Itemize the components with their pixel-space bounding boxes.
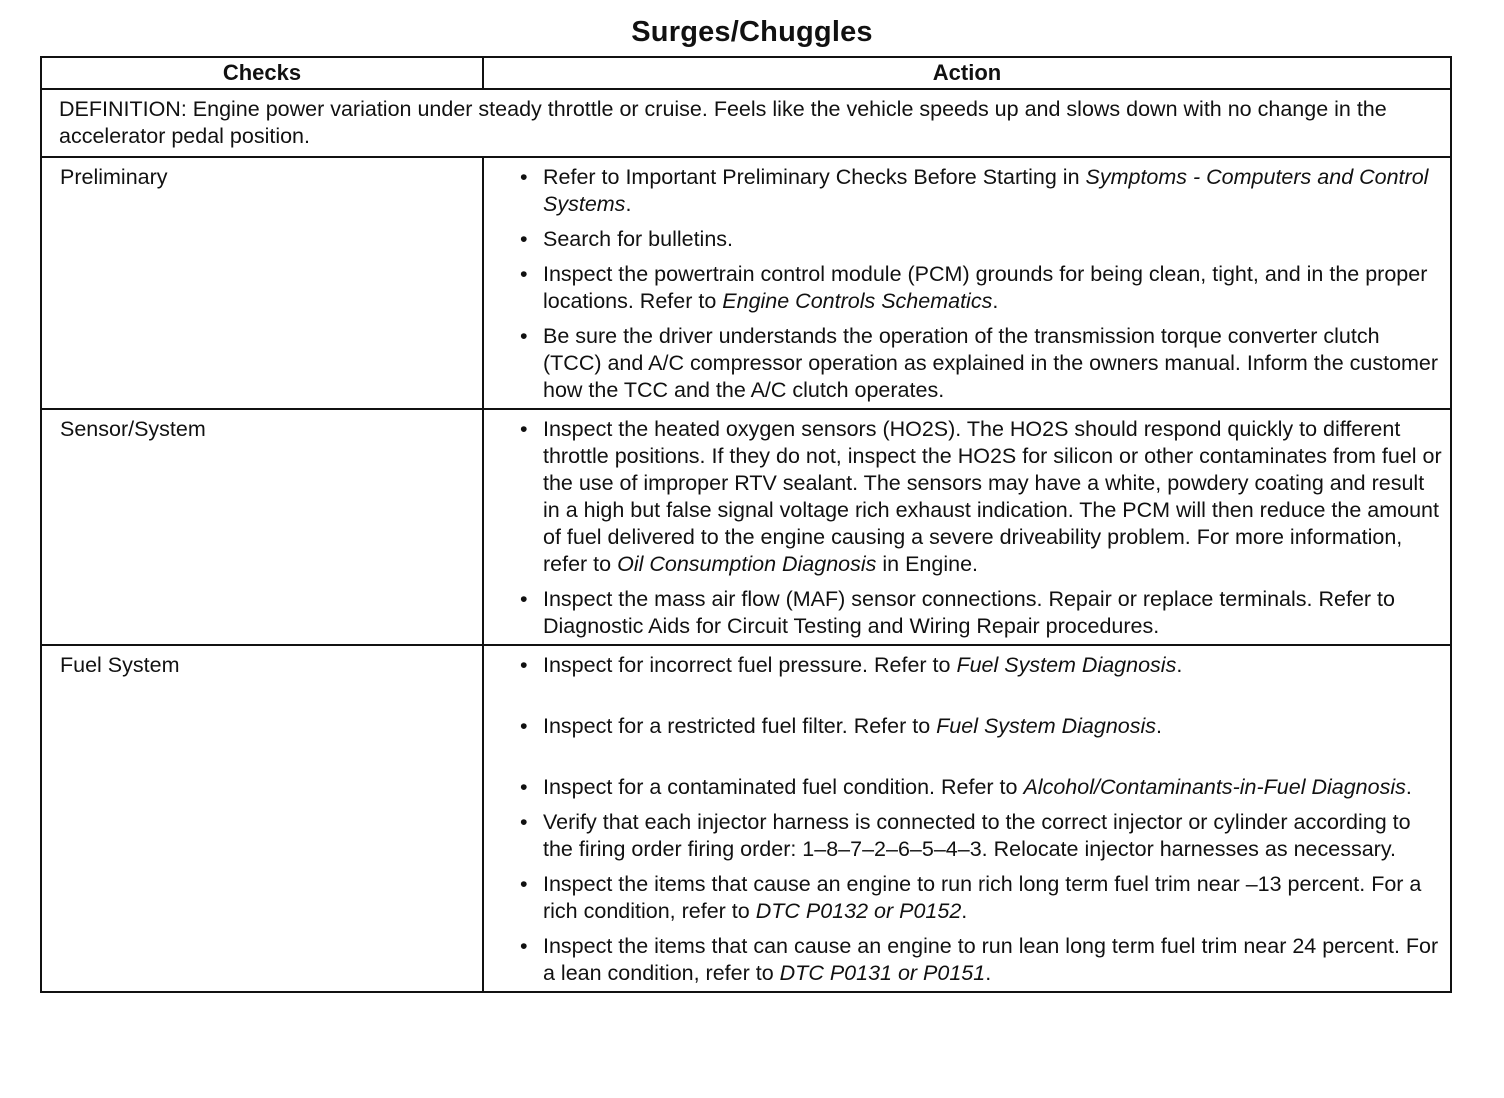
bullet-icon: • — [520, 714, 528, 738]
action-item: • Inspect the mass air flow (MAF) sensor connections. Repair or replace terminals. Refer to Diagnostic Aids for Circuit Testing and Wiring Repair procedures. — [520, 587, 1395, 638]
action-column-header: Action — [483, 57, 1451, 89]
action-cell — [483, 157, 1451, 409]
action-item: • Inspect the items that can cause an engine to run lean long term fuel trim near 24 percent. For a lean condition, refer to DTC P0131 or P0151. — [520, 934, 1439, 985]
bullet-icon: • — [520, 324, 528, 348]
check-label: Sensor/System — [41, 409, 483, 645]
reference-link-text: Engine Controls Schematics — [722, 289, 993, 313]
bullet-icon: • — [520, 262, 528, 286]
action-cell — [483, 409, 1451, 645]
diagnostic-table — [40, 56, 1452, 993]
bullet-icon: • — [520, 417, 528, 441]
bullet-icon: • — [520, 934, 528, 958]
action-item: • Inspect for a contaminated fuel condition. Refer to Alcohol/Contaminants-in-Fuel Diagnosis. — [520, 775, 1412, 799]
bullet-icon: • — [520, 653, 528, 677]
reference-link-text: Oil Consumption Diagnosis — [617, 552, 877, 576]
bullet-icon: • — [520, 165, 528, 189]
checks-column-header: Checks — [41, 57, 483, 89]
reference-link-text: DTC P0132 or P0152 — [755, 899, 962, 923]
reference-link-text: Symptoms - Computers and Control Systems — [543, 165, 1429, 216]
action-item: • Inspect the powertrain control module (PCM) grounds for being clean, tight, and in the proper locations. Refer to Engine Controls Schematics. — [520, 262, 1428, 313]
table-row — [41, 645, 1451, 992]
check-label: Preliminary — [41, 157, 483, 409]
page-title: Surges/Chuggles — [631, 16, 873, 48]
action-item: • Inspect for incorrect fuel pressure. Refer to Fuel System Diagnosis. — [520, 653, 1183, 677]
table-header-row — [41, 57, 1451, 89]
bullet-icon: • — [520, 227, 528, 251]
action-list — [484, 652, 1442, 987]
reference-link-text: DTC P0131 or P0151 — [779, 961, 986, 985]
action-item: • Verify that each injector harness is connected to the correct injector or cylinder according to the firing order firing order: 1–8–7–2–6–5–4–3. Relocate injector harnesses as necessary. — [520, 810, 1411, 861]
bullet-icon: • — [520, 810, 528, 834]
table-row — [41, 409, 1451, 645]
reference-link-text: Fuel System Diagnosis — [936, 714, 1157, 738]
action-list — [484, 416, 1442, 640]
bullet-icon: • — [520, 872, 528, 896]
definition-row — [41, 89, 1451, 157]
action-item: • Inspect for a restricted fuel filter. Refer to Fuel System Diagnosis. — [520, 714, 1163, 738]
definition-text: DEFINITION: Engine power variation under steady throttle or cruise. Feels like the vehicle speeds up and slows down with no change in the accelerator pedal position. — [41, 89, 1451, 157]
check-label: Fuel System — [41, 645, 483, 992]
bullet-icon: • — [520, 587, 528, 611]
action-item: • Inspect the items that cause an engine to run rich long term fuel trim near –13 percent. For a rich condition, refer to DTC P0132 or P0152. — [520, 872, 1422, 923]
action-cell — [483, 645, 1451, 992]
reference-link-text: Fuel System Diagnosis — [956, 653, 1177, 677]
action-item: • Inspect the heated oxygen sensors (HO2S). The HO2S should respond quickly to different throttle positions. If they do not, inspect the HO2S for silicon or other contaminates from fuel or the use of improper RTV sealant. The sensors may have a white, powdery coating and result in a high but false signal voltage rich exhaust indication. The PCM will then reduce the amount of fuel delivered to the engine causing a severe driveability problem. For more information, refer to Oil Consumption Diagnosis in Engine. — [520, 417, 1442, 576]
action-item: • Refer to Important Preliminary Checks Before Starting in Symptoms - Computers and Control Systems. — [520, 165, 1429, 216]
action-list — [484, 164, 1442, 404]
action-item: • Search for bulletins. — [520, 227, 734, 251]
action-item: • Be sure the driver understands the operation of the transmission torque converter clutch (TCC) and A/C compressor operation as explained in the owners manual. Inform the customer how the TCC and the A/C clutch operates. — [520, 324, 1439, 402]
reference-link-text: Alcohol/Contaminants-in-Fuel Diagnosis — [1023, 775, 1406, 799]
table-row — [41, 157, 1451, 409]
bullet-icon: • — [520, 775, 528, 799]
